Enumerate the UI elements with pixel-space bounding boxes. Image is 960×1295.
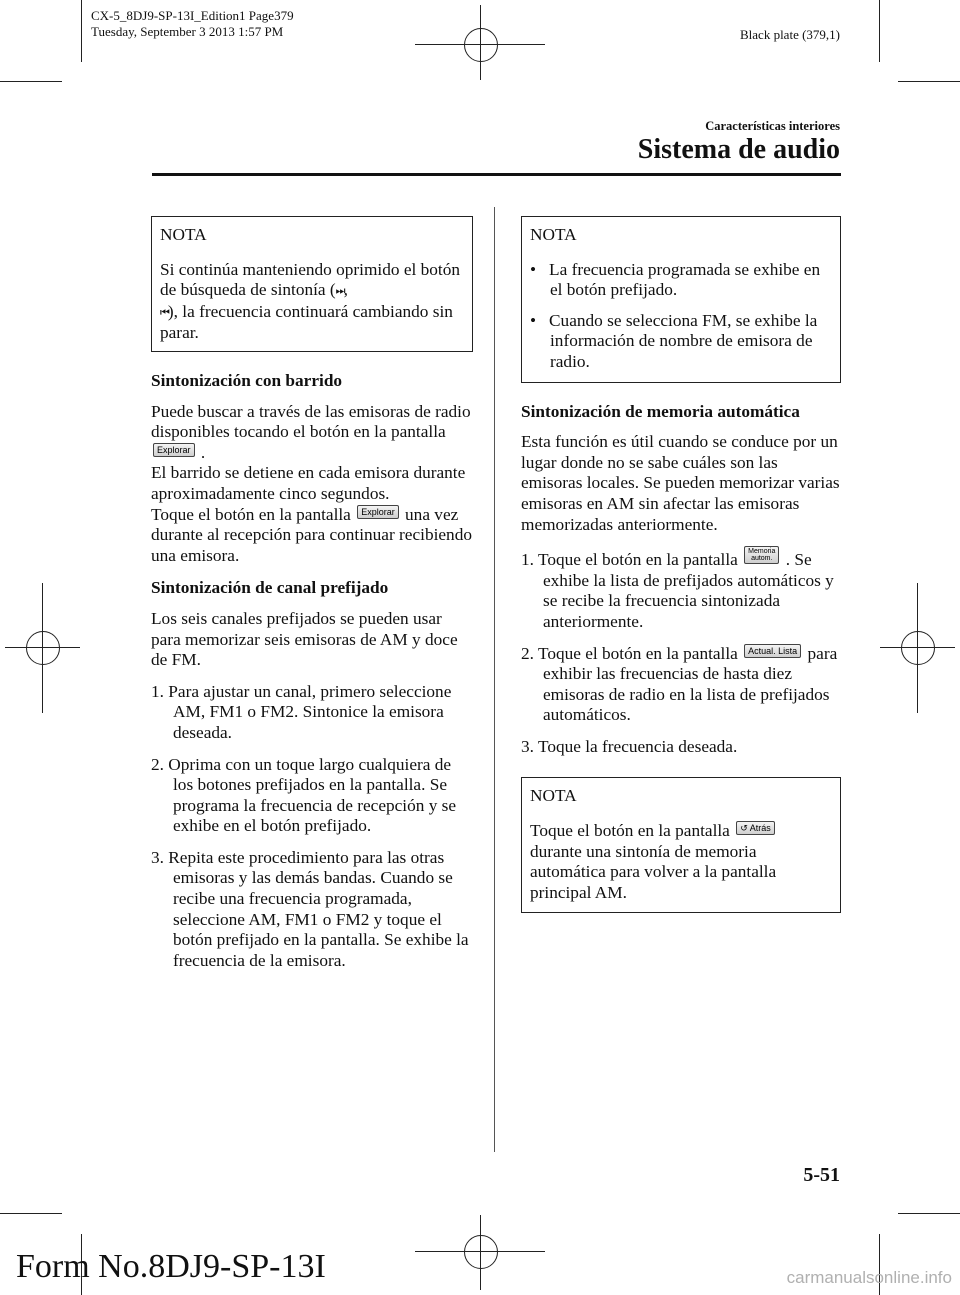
watermark: carmanualsonline.info xyxy=(786,1268,952,1287)
atras-button: ↺ Atrás xyxy=(736,821,775,835)
actual-lista-button: Actual. Lista xyxy=(744,644,801,658)
note-bullet: • La frecuencia programada se exhibe en el botón prefijado. xyxy=(530,259,821,300)
note-heading: NOTA xyxy=(160,225,207,244)
note-heading: NOTA xyxy=(530,786,577,806)
preset-step-2: 2. Oprima con un toque largo cualquiera de los botones prefijados en la pantalla. Se programa la frecuencia de recepción y se exhibe en el botón prefijado. xyxy=(151,754,457,836)
auto-step-2: 2. Toque el botón en la pantalla Actual. Lista para exhibir las frecuencias de hasta diez emisoras de radio en la lista de prefijados automáticos. xyxy=(521,643,838,725)
page-title: Sistema de audio xyxy=(637,134,840,165)
slug-line-2: Tuesday, September 3 2013 1:57 PM xyxy=(91,24,284,39)
preset-heading: Sintonización de canal prefijado xyxy=(151,578,389,598)
crop-mark xyxy=(81,0,82,62)
crop-mark xyxy=(0,81,62,82)
note-text: Si continúa manteniendo oprimido el botón de búsqueda de sintonía (⏭, ⏮), la frecuencia continuará cambiando sin parar. xyxy=(160,259,460,343)
left-column xyxy=(151,216,473,971)
note-heading: NOTA xyxy=(530,225,577,244)
auto-heading: Sintonización de memoria automática xyxy=(521,401,800,421)
scan-text: Puede buscar a través de las emisoras de radio disponibles tocando el botón en la pantalla Explorar . xyxy=(151,401,471,462)
right-column xyxy=(521,216,841,913)
preset-step-3: 3. Repita este procedimiento para las otras emisoras y las demás bandas. Cuando se recibe una frecuencia programada, seleccione AM, FM1 o FM2 y toque el botón prefijado en la pantalla. Se exhibe la frecuencia de la emisora. xyxy=(151,847,469,970)
note-text: Toque el botón en la pantalla ↺ Atrás durante una sintonía de memoria automática para volver a la pantalla principal AM. xyxy=(530,821,777,902)
registration-circle xyxy=(464,28,498,62)
memoria-autom-button: Memoria autom. xyxy=(744,546,779,564)
preset-intro: Los seis canales prefijados se pueden usar para memorizar seis emisoras de AM y doce de FM. xyxy=(151,608,458,670)
note-box xyxy=(521,216,841,383)
slug-line-1: CX-5_8DJ9-SP-13I_Edition1 Page379 xyxy=(91,8,294,23)
explorar-button: Explorar xyxy=(153,443,195,457)
header-rule xyxy=(152,173,841,176)
plate-label: Black plate (379,1) xyxy=(740,27,840,42)
back-icon: ↺ xyxy=(740,823,748,834)
note-bullet: • Cuando se selecciona FM, se exhibe la información de nombre de emisora de radio. xyxy=(530,310,818,371)
note-box xyxy=(521,777,841,913)
crop-mark xyxy=(898,81,960,82)
registration-circle xyxy=(464,1235,498,1269)
column-divider xyxy=(494,207,495,1152)
auto-step-3: 3. Toque la frecuencia deseada. xyxy=(521,736,738,756)
previous-track-icon: ⏮ xyxy=(160,306,168,319)
crop-mark xyxy=(898,1213,960,1214)
next-track-icon: ⏭ xyxy=(335,285,344,298)
note-box xyxy=(151,216,473,352)
explorar-button: Explorar xyxy=(357,505,399,519)
crop-mark xyxy=(0,1213,62,1214)
section-name: Características interiores xyxy=(705,119,840,133)
registration-circle xyxy=(901,631,935,665)
scan-heading: Sintonización con barrido xyxy=(151,371,343,390)
registration-circle xyxy=(26,631,60,665)
preset-step-1: 1. Para ajustar un canal, primero seleccione AM, FM1 o FM2. Sintonice la emisora deseada. xyxy=(151,681,452,742)
scan-text-3: Toque el botón en la pantalla Explorar una vez durante al recepción para continuar recibiendo una emisora. xyxy=(151,504,472,565)
auto-intro: Esta función es útil cuando se conduce por un lugar donde no se sabe cuáles son las emisoras locales. Se pueden memorizar varias emisoras en AM sin afectar las emisoras memorizadas anteriormente. xyxy=(521,432,840,534)
crop-mark xyxy=(879,0,880,62)
auto-step-1: 1. Toque el botón en la pantalla Memoria autom. . Se exhibe la lista de prefijados automáticos y se recibe la frecuencia sintonizada anteriormente. xyxy=(521,548,834,631)
form-number: Form No.8DJ9-SP-13I xyxy=(16,1248,326,1285)
slug-info xyxy=(91,8,294,40)
scan-text-2: El barrido se detiene en cada emisora durante aproximadamente cinco segundos. xyxy=(151,463,466,503)
page-number: 5-51 xyxy=(803,1164,840,1186)
